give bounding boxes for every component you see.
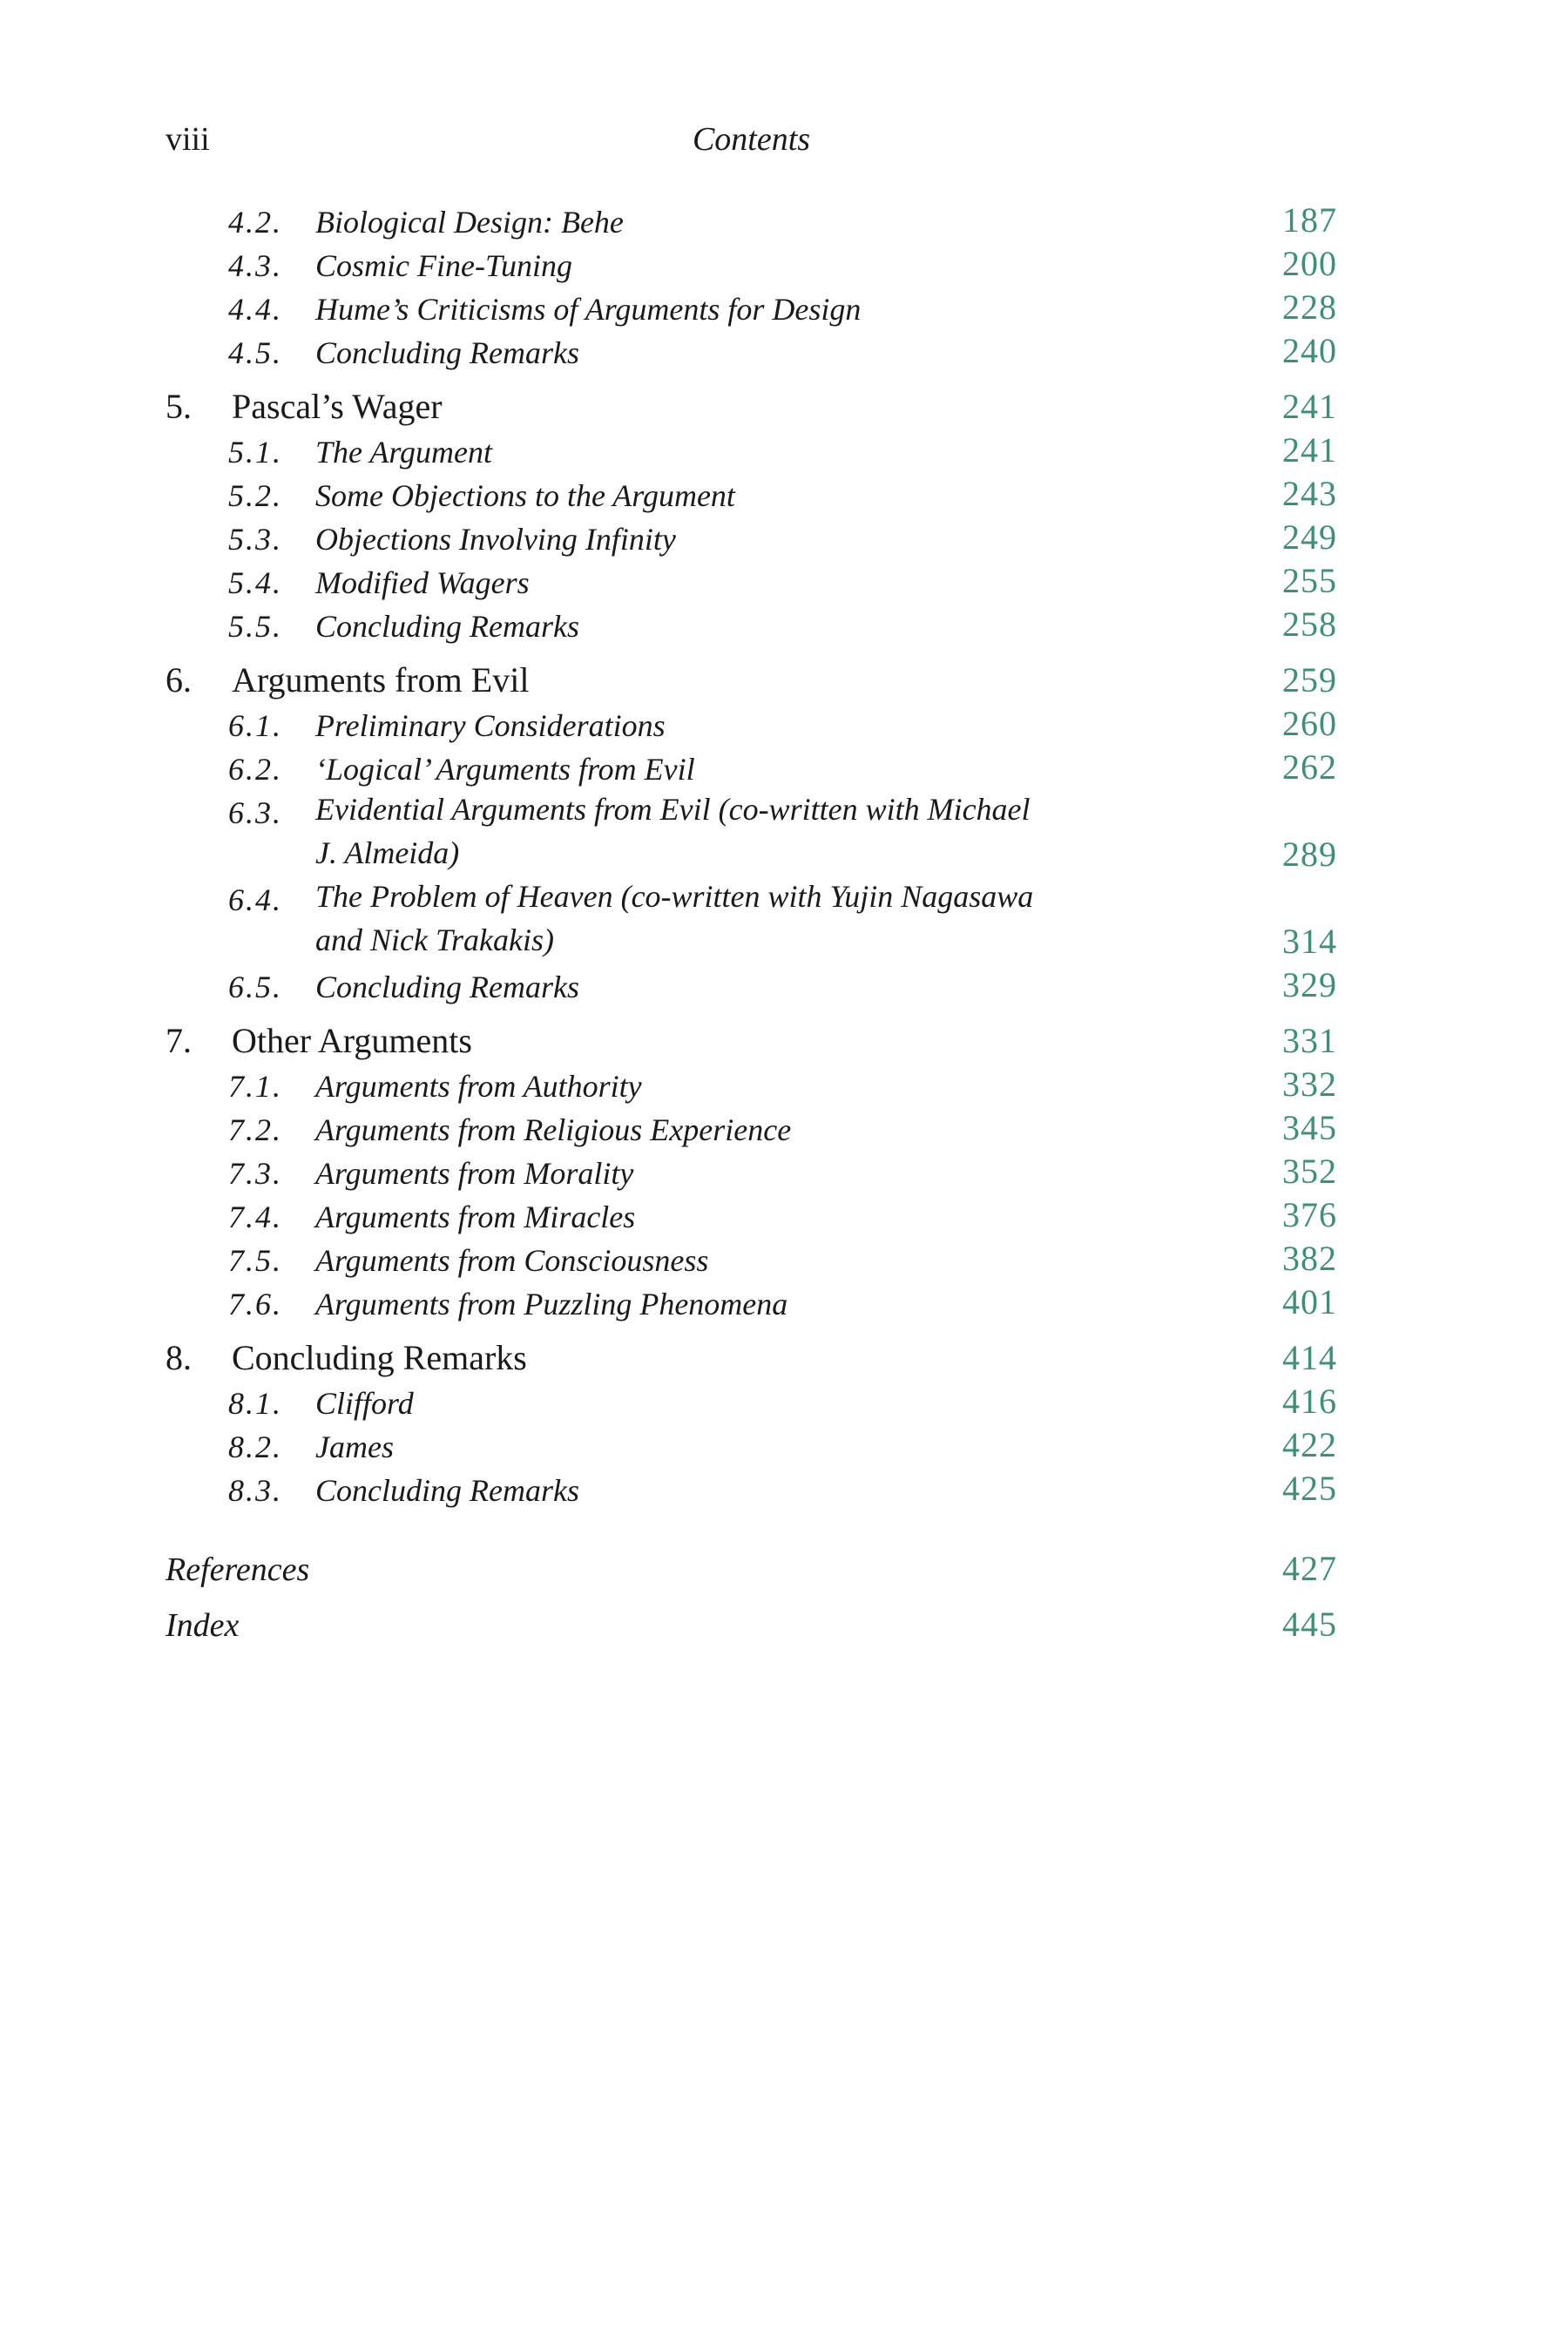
toc-section-entry[interactable] (166, 706, 1337, 749)
toc-section-entry[interactable] (166, 476, 1337, 519)
table-of-contents (166, 202, 1337, 1650)
entry-page-number[interactable]: 352 (1282, 1152, 1337, 1191)
entry-number: 7.6. (228, 1287, 282, 1321)
entry-title: Cosmic Fine-Tuning (315, 248, 572, 283)
toc-backmatter-entry[interactable] (166, 1538, 1337, 1594)
entry-title: Arguments from Morality (315, 1156, 634, 1191)
entry-title: Arguments from Miracles (315, 1200, 636, 1234)
entry-title: ‘Logical’ Arguments from Evil (315, 752, 695, 787)
entry-number: 8. (166, 1338, 192, 1377)
entry-title: Clifford (315, 1386, 414, 1421)
entry-page-number[interactable]: 422 (1282, 1425, 1337, 1464)
toc-section-entry[interactable] (166, 606, 1337, 650)
entry-title: Modified Wagers (315, 565, 530, 600)
entry-title: Concluding Remarks (232, 1338, 527, 1377)
entry-title: Objections Involving Infinity (315, 522, 676, 557)
entry-title (315, 787, 1143, 875)
toc-section-entry[interactable] (166, 1066, 1337, 1110)
entry-page-number[interactable]: 331 (1282, 1021, 1337, 1060)
toc-chapter-entry[interactable] (166, 1336, 1337, 1383)
toc-section-entry[interactable] (166, 289, 1337, 333)
entry-number: 6.2. (228, 752, 282, 787)
entry-title: Biological Design: Behe (315, 205, 624, 240)
entry-number: 7.1. (228, 1069, 282, 1104)
entry-page-number[interactable]: 240 (1282, 331, 1337, 370)
toc-section-entry[interactable] (166, 519, 1337, 563)
entry-page-number[interactable]: 243 (1282, 474, 1337, 513)
toc-section-entry[interactable] (166, 967, 1337, 1010)
entry-number: 8.3. (228, 1473, 282, 1508)
toc-section-entry[interactable] (166, 202, 1337, 246)
entry-number: 6.5. (228, 970, 282, 1004)
toc-section-entry[interactable] (166, 1427, 1337, 1470)
entry-page-number[interactable]: 376 (1282, 1195, 1337, 1234)
entry-title: Concluding Remarks (315, 335, 579, 370)
entry-title-line-1: Evidential Arguments from Evil (co-written with Michael (315, 792, 1031, 827)
entry-page-number[interactable]: 416 (1282, 1382, 1337, 1421)
entry-page-number[interactable]: 345 (1282, 1108, 1337, 1147)
entry-title-line-2: and Nick Trakakis) (315, 923, 554, 957)
running-head: Contents (692, 121, 811, 158)
entry-number: 7.5. (228, 1243, 282, 1278)
toc-section-entry[interactable] (166, 1153, 1337, 1197)
entry-page-number[interactable]: 427 (1282, 1549, 1337, 1588)
entry-number: 7. (166, 1021, 192, 1060)
entry-title (315, 875, 1143, 962)
entry-number: 7.3. (228, 1156, 282, 1191)
entry-number: 7.4. (228, 1200, 282, 1234)
entry-page-number[interactable]: 260 (1282, 704, 1337, 743)
entry-page-number[interactable]: 289 (1282, 835, 1337, 874)
entry-page-number[interactable]: 241 (1282, 387, 1337, 426)
entry-number: 6.4. (228, 882, 282, 917)
entry-number: 8.1. (228, 1386, 282, 1421)
toc-section-entry[interactable] (166, 1284, 1337, 1328)
toc-section-entry[interactable] (166, 1197, 1337, 1240)
entry-page-number[interactable]: 329 (1282, 965, 1337, 1004)
entry-number: 6.3. (228, 795, 282, 830)
entry-page-number[interactable]: 332 (1282, 1064, 1337, 1104)
entry-title: Index (166, 1607, 240, 1644)
toc-section-entry[interactable] (166, 246, 1337, 289)
entry-title: James (315, 1429, 394, 1464)
entry-title: Hume’s Criticisms of Arguments for Design (315, 292, 862, 327)
entry-title: Arguments from Puzzling Phenomena (315, 1287, 788, 1321)
entry-title: Concluding Remarks (315, 609, 579, 644)
entry-number: 5.2. (228, 478, 282, 513)
entry-title: Arguments from Religious Experience (315, 1112, 792, 1147)
toc-section-entry[interactable] (166, 1240, 1337, 1284)
entry-page-number[interactable]: 414 (1282, 1338, 1337, 1377)
entry-number: 5.1. (228, 435, 282, 470)
entry-title: The Argument (315, 435, 492, 470)
entry-page-number[interactable]: 314 (1282, 922, 1337, 961)
toc-chapter-entry[interactable] (166, 1019, 1337, 1066)
toc-section-entry[interactable] (166, 333, 1337, 376)
page-header (166, 120, 1337, 164)
entry-number: 4.5. (228, 335, 282, 370)
toc-section-entry[interactable] (166, 793, 1337, 880)
entry-title: Some Objections to the Argument (315, 478, 735, 513)
toc-section-entry[interactable] (166, 1470, 1337, 1514)
entry-number: 5. (166, 387, 192, 426)
entry-title: Other Arguments (232, 1021, 472, 1060)
entry-page-number[interactable]: 258 (1282, 605, 1337, 644)
entry-title: Arguments from Evil (232, 660, 530, 700)
toc-backmatter-entry[interactable] (166, 1594, 1337, 1650)
entry-number: 5.5. (228, 609, 282, 644)
toc-section-entry[interactable] (166, 563, 1337, 606)
entry-title: Concluding Remarks (315, 970, 579, 1004)
entry-page-number[interactable]: 445 (1282, 1605, 1337, 1644)
toc-section-entry[interactable] (166, 1383, 1337, 1427)
entry-title: Pascal’s Wager (232, 387, 443, 426)
entry-title: Arguments from Authority (315, 1069, 642, 1104)
entry-title-line-1: The Problem of Heaven (co-written with Yujin Nagasawa (315, 879, 1034, 914)
entry-number: 7.2. (228, 1112, 282, 1147)
entry-page-number[interactable]: 249 (1282, 517, 1337, 557)
entry-number: 4.4. (228, 292, 282, 327)
entry-number: 5.4. (228, 565, 282, 600)
entry-page-number[interactable]: 425 (1282, 1469, 1337, 1508)
toc-section-entry[interactable] (166, 749, 1337, 793)
entry-page-number[interactable]: 255 (1282, 561, 1337, 600)
entry-number: 6.1. (228, 708, 282, 743)
entry-page-number[interactable]: 187 (1282, 200, 1337, 240)
toc-section-entry[interactable] (166, 432, 1337, 476)
entry-page-number[interactable]: 262 (1282, 747, 1337, 787)
entry-page-number[interactable]: 259 (1282, 660, 1337, 700)
toc-chapter-entry[interactable] (166, 385, 1337, 432)
entry-number: 8.2. (228, 1429, 282, 1464)
entry-title-line-2: J. Almeida) (315, 835, 460, 870)
entry-page-number[interactable]: 382 (1282, 1239, 1337, 1278)
toc-section-entry[interactable] (166, 1110, 1337, 1153)
entry-page-number[interactable]: 200 (1282, 244, 1337, 283)
entry-number: 4.3. (228, 248, 282, 283)
entry-page-number[interactable]: 401 (1282, 1282, 1337, 1321)
toc-chapter-entry[interactable] (166, 659, 1337, 706)
page-number: viii (166, 121, 210, 158)
entry-number: 5.3. (228, 522, 282, 557)
entry-page-number[interactable]: 241 (1282, 430, 1337, 470)
entry-title: Concluding Remarks (315, 1473, 579, 1508)
entry-title: Preliminary Considerations (315, 708, 666, 743)
toc-section-entry[interactable] (166, 880, 1337, 967)
entry-page-number[interactable]: 228 (1282, 287, 1337, 327)
entry-title: References (166, 1551, 310, 1588)
entry-number: 6. (166, 660, 192, 700)
entry-title: Arguments from Consciousness (315, 1243, 709, 1278)
entry-number: 4.2. (228, 205, 282, 240)
